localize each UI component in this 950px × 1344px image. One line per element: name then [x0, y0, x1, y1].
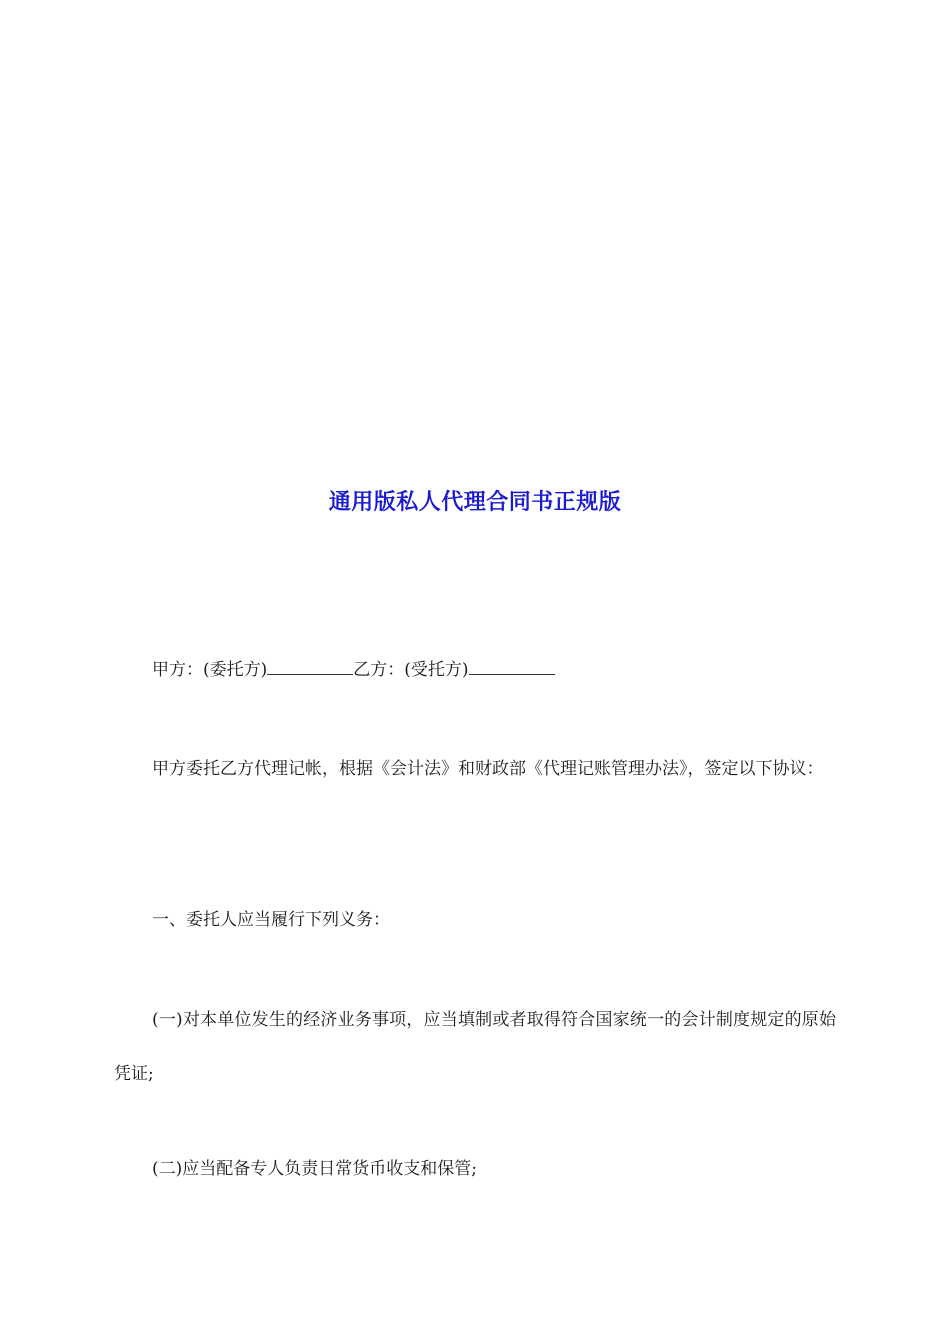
party-a-blank: [267, 660, 353, 675]
section-1-heading: 一、委托人应当履行下列义务：: [152, 910, 390, 930]
parties-line: [114, 643, 836, 697]
party-a-label: 甲方：(委托方): [152, 660, 268, 680]
obligation-item-2: (二)应当配备专人负责日常货币收支和保管;: [152, 1159, 477, 1179]
party-b-blank: [469, 660, 555, 675]
party-b-label: 乙方：(受托方): [353, 660, 469, 680]
document-title: 通用版私人代理合同书正规版: [328, 490, 622, 515]
obligation-item-1: (一)对本单位发生的经济业务事项，应当填制或者取得符合国家统一的会计制度规定的原始凭证;: [114, 1010, 836, 1084]
intro-paragraph: 甲方委托乙方代理记帐，根据《会计法》和财政部《代理记账管理办法》，签定以下协议：: [152, 759, 824, 779]
